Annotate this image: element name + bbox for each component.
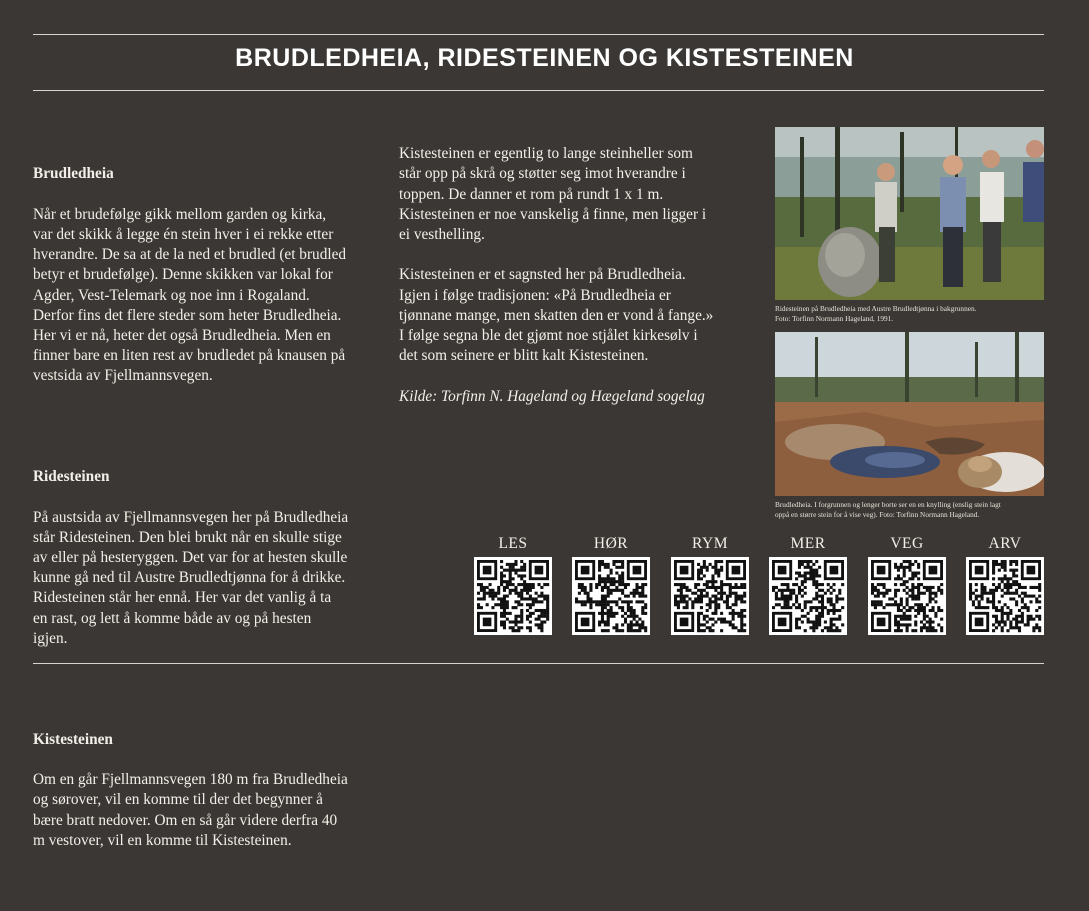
section-ridesteinen (33, 447, 383, 669)
bottom-rule (33, 663, 1044, 664)
sign-title: BRUDLEDHEIA, RIDESTEINEN OG KISTESTEINEN (235, 44, 854, 72)
photo-ridesteinen (775, 127, 1044, 300)
top-rule (33, 34, 1044, 35)
qr-code-icon[interactable] (966, 557, 1044, 635)
qr-les[interactable] (473, 535, 553, 635)
qr-label: HØR (593, 535, 629, 552)
photo-brudledheia-caption: Brudledheia. I forgrunnen og lenger borte ser en en knylling (enslig stein lagt oppå en større stein for å vise veg). Foto: Torfinn Normann Hageland. (775, 500, 1001, 519)
qr-code-icon[interactable] (868, 557, 946, 635)
qr-veg[interactable] (867, 535, 947, 635)
qr-arv[interactable] (965, 535, 1045, 635)
section-text: Når et brudefølge gikk mellom garden og kirka, var det skikk å legge én stein hver i ei rekke etter hverandre. De sa at de la ned et brudled (et brudled betyr et brudefølge). Denne skikken var lokal for Agder, Vest-Telemark og noe inn i Rogaland. Derfor fins det flere steder som heter Brudledheia. Her vi er nå, heter det også Brudledheia. Men en finner bare en liten rest av brudledet på knausen på vestsida av Fjellmannsvegen. (33, 205, 347, 385)
qr-hor[interactable] (571, 535, 651, 635)
photo-brudledheia (775, 332, 1044, 496)
section-heading: Brudledheia (33, 165, 114, 183)
photo-brudledheia-image (775, 332, 1044, 496)
section-kistesteinen (33, 709, 383, 871)
section-brudledheia (33, 144, 383, 407)
qr-code-icon[interactable] (474, 557, 552, 635)
photo-ridesteinen-image (775, 127, 1044, 300)
qr-label: ARV (988, 535, 1022, 552)
qr-mer[interactable] (768, 535, 848, 635)
kistesteinen-description: Kistesteinen er egentlig to lange steinheller som står opp på skrå og støtter seg imot hverandre i toppen. De danner et rom på rundt 1 x 1 m. Kistesteinen er noe vanskelig å finne, men ligger i ei vesthelling. (399, 145, 707, 244)
qr-code-icon[interactable] (769, 557, 847, 635)
qr-label: LES (498, 535, 528, 552)
qr-label: RYM (692, 535, 728, 552)
section-text: Om en går Fjellmannsvegen 180 m fra Brudledheia og sørover, vil en komme til der det begynner å bære bratt nedover. Om en så går videre derfra 40 m vestover, vil en komme til Kistesteinen. (33, 771, 348, 849)
section-heading: Kistesteinen (33, 730, 113, 748)
source-credit: Kilde: Torfinn N. Hageland og Hægeland sogelag (399, 387, 705, 405)
left-column (33, 124, 383, 911)
middle-column (399, 124, 759, 427)
section-text: På austsida av Fjellmannsvegen her på Brudledheia står Ridesteinen. Den blei brukt når en skulle stige av eller på hesteryggen. Det var for at hesten skulle kunne gå ned til Austre Brudledtjønna for å drikke. Ridesteinen står her ennå. Her var det vanlig å ta en rast, og lett å komme både av og på hesten igjen. (33, 508, 349, 647)
photo-ridesteinen-caption: Ridesteinen på Brudledheia med Austre Brudledtjønna i bakgrunnen. Foto: Torfinn Normann Hageland, 1991. (775, 304, 977, 323)
qr-label: MER (790, 535, 826, 552)
qr-code-icon[interactable] (671, 557, 749, 635)
qr-label: VEG (890, 535, 924, 552)
title-rule (33, 90, 1044, 91)
qr-rym[interactable] (670, 535, 750, 635)
section-heading: Ridesteinen (33, 468, 110, 486)
qr-code-icon[interactable] (572, 557, 650, 635)
legend-paragraph: Kistesteinen er et sagnsted her på Brudledheia. Igjen i følge tradisjonen: «På Brudledheia er tjønnane mange, men skatten den er vond å fange.» I følge segna ble det gjømt noe stjålet kirkesølv i det som seinere er blitt kalt Kistesteinen. (399, 266, 714, 365)
